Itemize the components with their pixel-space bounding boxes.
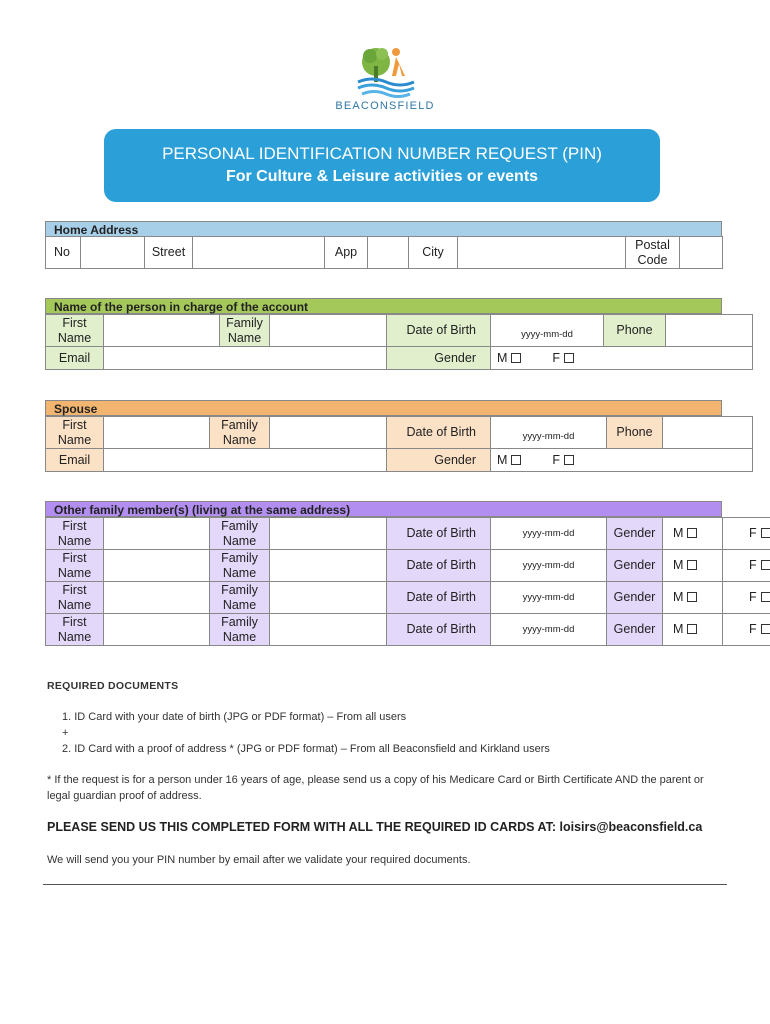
spouse-gender-m-label: M [497,452,508,467]
title-banner [104,129,660,202]
member-gender-m-checkbox[interactable] [687,592,697,602]
account-holder-header: Name of the person in charge of the account [45,298,722,314]
tree-people-logo-icon [352,42,418,100]
spouse-phone-label: Phone [607,417,663,449]
member-family-name-label: Family Name [210,614,270,646]
date-of-birth-input[interactable]: yyyy-mm-dd [491,315,604,347]
home-address-table [45,236,723,269]
member-gender-m-label: M [673,526,684,540]
member-family-name-input[interactable] [270,518,387,550]
member-gender-label: Gender [607,614,663,646]
member-gender-label: Gender [607,582,663,614]
member-gender-m[interactable] [663,550,723,582]
no-input[interactable] [81,237,145,269]
member-date-of-birth-label: Date of Birth [387,518,491,550]
required-documents-title: REQUIRED DOCUMENTS [47,680,179,692]
document-item-2: 2. ID Card with a proof of address * (JPG or PDF format) – From all Beaconsfield and Kirkland users [62,743,550,755]
spouse-family-name-label: Family Name [210,417,270,449]
send-instructions: PLEASE SEND US THIS COMPLETED FORM WITH ALL THE REQUIRED ID CARDS AT: loisirs@beaconsfield.ca [47,820,703,834]
family-member-row [46,518,770,550]
bottom-divider [43,884,727,885]
postal-code-label: Postal Code [626,237,680,269]
first-name-input[interactable] [104,315,220,347]
member-gender-label: Gender [607,518,663,550]
member-gender-m-checkbox[interactable] [687,624,697,634]
member-family-name-input[interactable] [270,550,387,582]
member-family-name-input[interactable] [270,582,387,614]
spouse-gender-m-checkbox[interactable] [511,455,521,465]
member-family-name-label: Family Name [210,582,270,614]
spouse-gender-label: Gender [387,449,491,472]
spouse-date-of-birth-label: Date of Birth [387,417,491,449]
spouse-header: Spouse [45,400,722,416]
app-input[interactable] [368,237,409,269]
member-first-name-input[interactable] [104,550,210,582]
gender-m-label: M [497,350,508,365]
member-gender-m[interactable] [663,582,723,614]
family-member-row [46,614,770,646]
member-date-of-birth-input[interactable]: yyyy-mm-dd [491,614,607,646]
member-first-name-input[interactable] [104,582,210,614]
spouse-gender-f-label: F [552,452,561,467]
city-input[interactable] [458,237,626,269]
other-members-header: Other family member(s) (living at the same address) [45,501,722,517]
member-date-of-birth-label: Date of Birth [387,582,491,614]
member-first-name-input[interactable] [104,518,210,550]
member-gender-f-checkbox[interactable] [761,624,770,634]
email-input[interactable] [104,347,387,370]
member-first-name-label: First Name [46,518,104,550]
member-gender-f-label: F [749,526,757,540]
spouse-date-of-birth-input[interactable]: yyyy-mm-dd [491,417,607,449]
family-name-label: Family Name [220,315,270,347]
member-gender-m-label: M [673,558,684,572]
member-gender-m-checkbox[interactable] [687,560,697,570]
family-name-input[interactable] [270,315,387,347]
minor-note: * If the request is for a person under 16 years of age, please send us a copy of his Medicare Card or Birth Certificate AND the parent or legal guardian proof of address. [47,774,704,802]
street-input[interactable] [193,237,325,269]
member-gender-m-label: M [673,590,684,604]
account-holder-table [45,314,753,370]
gender-options[interactable] [491,347,753,370]
member-gender-f[interactable] [723,518,770,550]
member-gender-m[interactable] [663,518,723,550]
spouse-phone-input[interactable] [663,417,753,449]
spouse-first-name-input[interactable] [104,417,210,449]
member-date-of-birth-label: Date of Birth [387,614,491,646]
member-gender-m-checkbox[interactable] [687,528,697,538]
gender-f-label: F [552,350,561,365]
form-title: PERSONAL IDENTIFICATION NUMBER REQUEST (PIN) [162,144,602,163]
member-family-name-input[interactable] [270,614,387,646]
member-gender-f[interactable] [723,550,770,582]
member-date-of-birth-input[interactable]: yyyy-mm-dd [491,518,607,550]
spouse-gender-f-checkbox[interactable] [564,455,574,465]
member-date-of-birth-input[interactable]: yyyy-mm-dd [491,582,607,614]
member-date-of-birth-input[interactable]: yyyy-mm-dd [491,550,607,582]
member-gender-f-label: F [749,558,757,572]
home-address-header: Home Address [45,221,722,237]
first-name-label: First Name [46,315,104,347]
pin-notice: We will send you your PIN number by email after we validate your required documents. [47,854,471,866]
member-gender-f-label: F [749,622,757,636]
document-item-1: 1. ID Card with your date of birth (JPG or PDF format) – From all users [62,711,407,723]
member-gender-f[interactable] [723,614,770,646]
member-gender-f-checkbox[interactable] [761,592,770,602]
gender-m-checkbox[interactable] [511,353,521,363]
member-date-of-birth-label: Date of Birth [387,550,491,582]
spouse-email-input[interactable] [104,449,387,472]
city-label: City [409,237,458,269]
member-gender-label: Gender [607,550,663,582]
postal-code-input[interactable] [680,237,723,269]
no-label: No [46,237,81,269]
other-members-table [45,517,770,646]
member-gender-f[interactable] [723,582,770,614]
family-member-row [46,550,770,582]
phone-input[interactable] [666,315,753,347]
member-gender-f-checkbox[interactable] [761,528,770,538]
member-first-name-label: First Name [46,582,104,614]
member-first-name-label: First Name [46,550,104,582]
member-first-name-input[interactable] [104,614,210,646]
phone-label: Phone [604,315,666,347]
spouse-email-label: Email [46,449,104,472]
gender-f-checkbox[interactable] [564,353,574,363]
spouse-first-name-label: First Name [46,417,104,449]
date-of-birth-label: Date of Birth [387,315,491,347]
spouse-table [45,416,753,472]
email-label: Email [46,347,104,370]
member-family-name-label: Family Name [210,518,270,550]
beaconsfield-logo [322,42,448,118]
logo-brand-text: BEACONSFIELD [335,100,435,112]
app-label: App [325,237,368,269]
member-first-name-label: First Name [46,614,104,646]
member-gender-f-checkbox[interactable] [761,560,770,570]
member-family-name-label: Family Name [210,550,270,582]
family-member-row [46,582,770,614]
member-gender-f-label: F [749,590,757,604]
form-subtitle: For Culture & Leisure activities or events [225,168,539,185]
document-plus: + [62,727,69,739]
required-documents-list [62,709,550,757]
street-label: Street [145,237,193,269]
spouse-gender-options[interactable] [491,449,753,472]
gender-label: Gender [387,347,491,370]
member-gender-m-label: M [673,622,684,636]
spouse-family-name-input[interactable] [270,417,387,449]
member-gender-m[interactable] [663,614,723,646]
